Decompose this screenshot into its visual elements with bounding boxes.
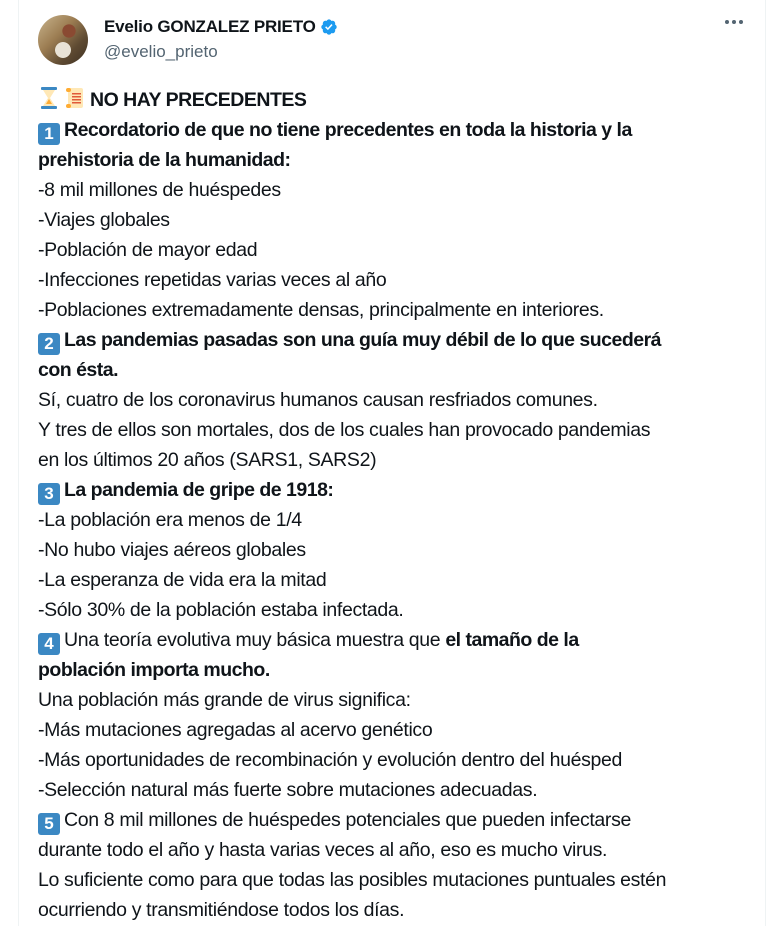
list-item: -No hubo viajes aéreos globales bbox=[38, 539, 306, 561]
section-emphasis-text: población importa mucho. bbox=[38, 659, 270, 681]
verified-badge-icon bbox=[320, 18, 338, 36]
paragraph-line: durante todo el año y hasta varias veces al año, eso es mucho virus. bbox=[38, 839, 608, 861]
section-2-heading bbox=[38, 325, 758, 355]
section-heading-text: Las pandemias pasadas son una guía muy débil de lo que sucederá bbox=[64, 329, 662, 351]
tweet-text bbox=[38, 85, 758, 925]
paragraph-line: Una población más grande de virus significa: bbox=[38, 689, 411, 711]
timeline-border-right bbox=[765, 0, 766, 926]
paragraph-line: Sí, cuatro de los coronavirus humanos causan resfriados comunes. bbox=[38, 389, 598, 411]
section-emphasis-text: el tamaño de la bbox=[445, 629, 579, 651]
more-dot-icon bbox=[739, 20, 743, 24]
hourglass-icon bbox=[38, 86, 60, 110]
section-intro-text: Una teoría evolutiva muy básica muestra que bbox=[64, 629, 446, 651]
section-1-heading bbox=[38, 115, 758, 145]
section-4-heading bbox=[38, 625, 758, 655]
section-3-heading bbox=[38, 475, 758, 505]
list-item: -La esperanza de vida era la mitad bbox=[38, 569, 327, 591]
tweet-title: NO HAY PRECEDENTES bbox=[90, 89, 307, 111]
section-heading-text: prehistoria de la humanidad: bbox=[38, 149, 291, 171]
list-item: -Poblaciones extremadamente densas, principalmente en interiores. bbox=[38, 299, 604, 321]
paragraph-line: en los últimos 20 años (SARS1, SARS2) bbox=[38, 449, 377, 471]
section-heading-text: con ésta. bbox=[38, 359, 119, 381]
list-item: -Población de mayor edad bbox=[38, 239, 258, 261]
list-item: -8 mil millones de huéspedes bbox=[38, 179, 281, 201]
more-dot-icon bbox=[725, 20, 729, 24]
keycap-1-icon: 1 bbox=[38, 123, 60, 145]
keycap-3-icon: 3 bbox=[38, 483, 60, 505]
list-item: -Sólo 30% de la población estaba infectada. bbox=[38, 599, 404, 621]
more-dot-icon bbox=[732, 20, 736, 24]
keycap-2-icon: 2 bbox=[38, 333, 60, 355]
list-item: -Más oportunidades de recombinación y evolución dentro del huésped bbox=[38, 749, 622, 771]
paragraph-line: Con 8 mil millones de huéspedes potenciales que pueden infectarse bbox=[64, 809, 631, 831]
author-handle[interactable]: @evelio_prieto bbox=[104, 42, 218, 61]
list-item: -Selección natural más fuerte sobre mutaciones adecuadas. bbox=[38, 779, 538, 801]
avatar[interactable] bbox=[38, 15, 88, 65]
paragraph-line: Y tres de ellos son mortales, dos de los cuales han provocado pandemias bbox=[38, 419, 651, 441]
author-display-name[interactable]: Evelio GONZALEZ PRIETO bbox=[104, 17, 316, 36]
author-name-row bbox=[104, 17, 338, 37]
section-heading-text: Recordatorio de que no tiene precedentes en toda la historia y la bbox=[64, 119, 632, 141]
paragraph-line: ocurriendo y transmitiéndose todos los días. bbox=[38, 899, 405, 921]
scroll-icon bbox=[64, 86, 86, 110]
keycap-4-icon: 4 bbox=[38, 633, 60, 655]
list-item: -Infecciones repetidas varias veces al año bbox=[38, 269, 387, 291]
paragraph-line: Lo suficiente como para que todas las posibles mutaciones puntuales estén bbox=[38, 869, 667, 891]
keycap-5-icon: 5 bbox=[38, 813, 60, 835]
list-item: -Más mutaciones agregadas al acervo genético bbox=[38, 719, 433, 741]
more-options-button[interactable] bbox=[725, 20, 743, 24]
timeline-border-left bbox=[18, 0, 19, 926]
list-item: -La población era menos de 1/4 bbox=[38, 509, 302, 531]
section-5-heading bbox=[38, 805, 758, 835]
tweet-title-line bbox=[38, 85, 758, 115]
section-heading-text: La pandemia de gripe de 1918: bbox=[64, 479, 334, 501]
list-item: -Viajes globales bbox=[38, 209, 170, 231]
